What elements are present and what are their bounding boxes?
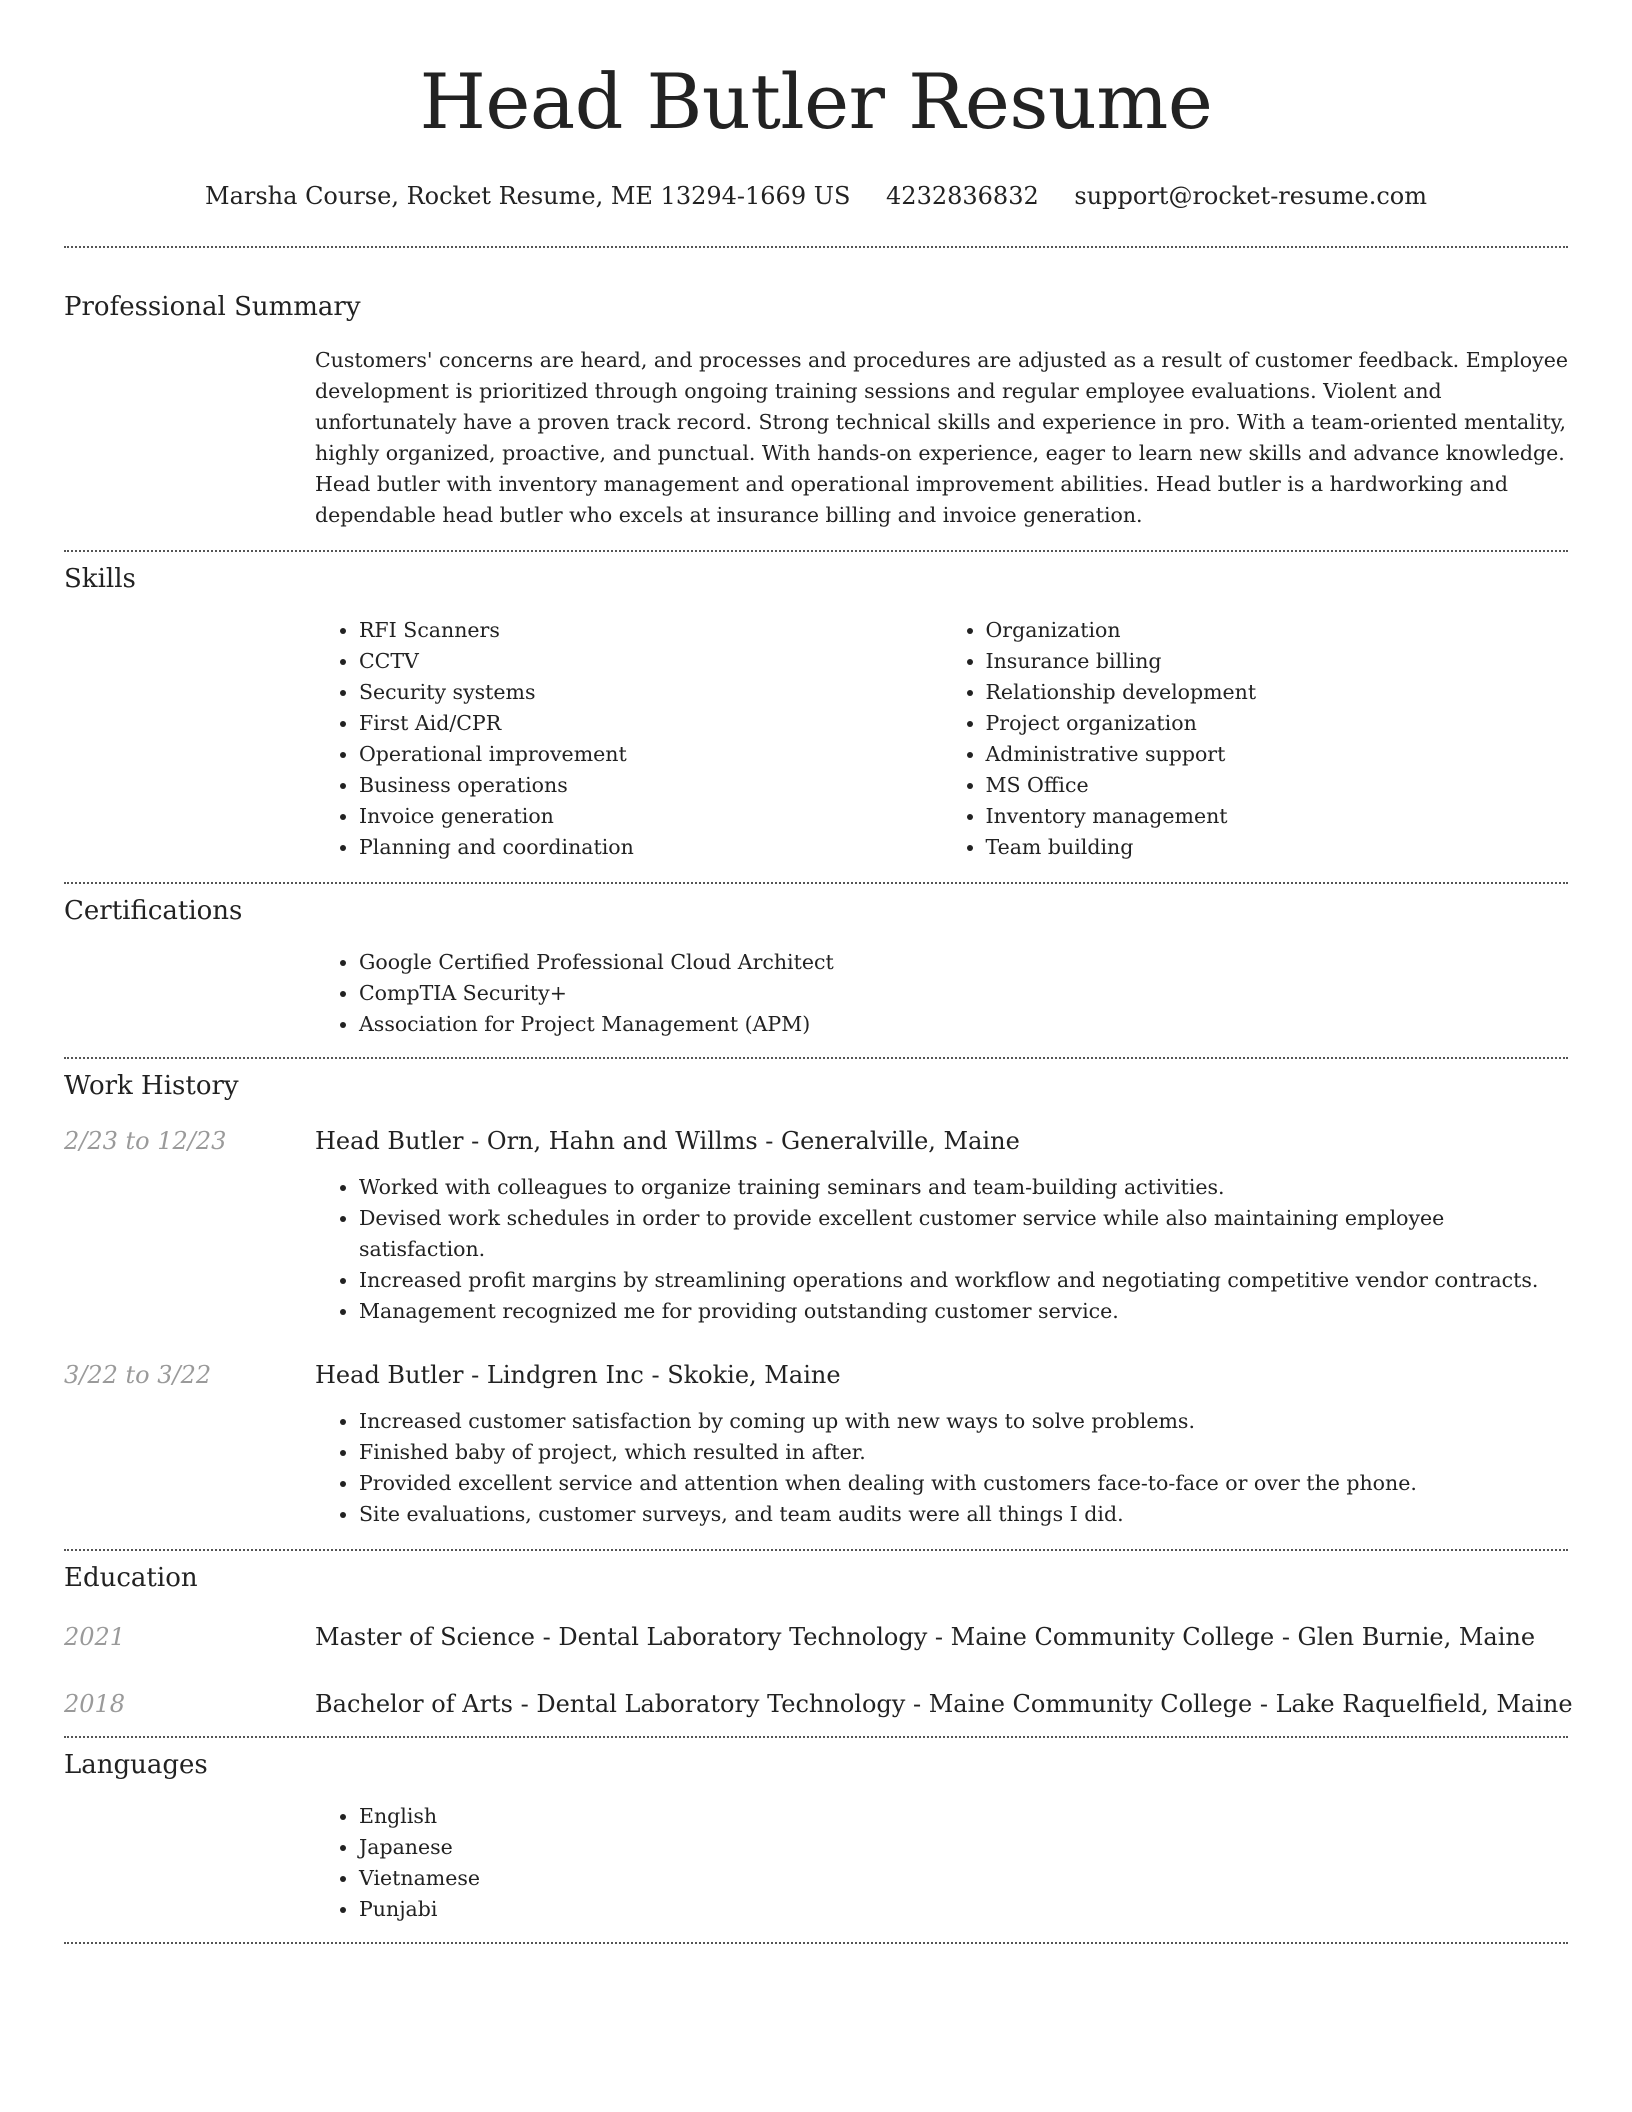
divider — [64, 550, 1568, 552]
divider — [64, 1736, 1568, 1738]
certifications-list — [315, 947, 1568, 1040]
job-bullet: • Finished baby of project, which resulted in after. — [359, 1437, 1568, 1468]
job-bullet: • Increased customer satisfaction by coming up with new ways to solve problems. — [359, 1406, 1568, 1437]
skill-item: • Insurance billing — [986, 646, 1569, 677]
certification-item: • CompTIA Security+ — [359, 978, 1568, 1009]
divider — [64, 1057, 1568, 1059]
skill-item: • Administrative support — [986, 739, 1569, 770]
skill-item: • First Aid/CPR — [359, 708, 942, 739]
job-bullet: • Increased profit margins by streamlining operations and workflow and negotiating competitive vendor contracts. — [359, 1265, 1568, 1296]
divider — [64, 1942, 1568, 1944]
language-item: • Punjabi — [359, 1894, 1568, 1925]
job-dates: 2/23 to 12/23 — [64, 1127, 227, 1155]
job-bullet: • Management recognized me for providing outstanding customer service. — [359, 1296, 1568, 1327]
education-entry — [64, 1687, 1573, 1721]
skill-item: • Team building — [986, 832, 1569, 863]
languages-list — [315, 1801, 1568, 1925]
skill-item: • Planning and coordination — [359, 832, 942, 863]
education-year: 2018 — [64, 1690, 126, 1718]
divider — [64, 246, 1568, 248]
skill-item: • MS Office — [986, 770, 1569, 801]
job-bullet: • Site evaluations, customer surveys, and team audits were all things I did. — [359, 1499, 1568, 1530]
job-bullet: • Worked with colleagues to organize training seminars and team-building activities. — [359, 1172, 1568, 1203]
skill-item: • Invoice generation — [359, 801, 942, 832]
certifications-heading: Certifications — [64, 896, 243, 926]
job-dates: 3/22 to 3/22 — [64, 1361, 212, 1389]
summary-heading: Professional Summary — [64, 292, 361, 322]
skills-heading: Skills — [64, 564, 136, 594]
job-entry — [64, 1124, 1568, 1327]
skills-column-left — [315, 615, 942, 863]
skill-item: • Business operations — [359, 770, 942, 801]
skill-item: • Relationship development — [986, 677, 1569, 708]
job-title: Head Butler - Lindgren Inc - Skokie, Maine — [315, 1361, 841, 1389]
contact-phone: 4232836832 — [886, 182, 1039, 210]
resume-page — [64, 0, 1573, 1944]
page-title: Head Butler Resume — [419, 57, 1213, 146]
skills-list — [315, 615, 1568, 863]
job-bullet: • Devised work schedules in order to provide excellent customer service while also maintaining employee satisfaction. — [359, 1203, 1568, 1265]
skill-item: • Inventory management — [986, 801, 1569, 832]
skill-item: • CCTV — [359, 646, 942, 677]
education-heading: Education — [64, 1563, 198, 1593]
work-heading: Work History — [64, 1071, 239, 1101]
education-title: Bachelor of Arts - Dental Laboratory Technology - Maine Community College - Lake Raquelfield, Maine — [315, 1690, 1573, 1718]
contact-email: support@rocket-resume.com — [1074, 182, 1427, 210]
skill-item: • Project organization — [986, 708, 1569, 739]
skill-item: • Security systems — [359, 677, 942, 708]
skill-item: • Operational improvement — [359, 739, 942, 770]
languages-heading: Languages — [64, 1750, 208, 1780]
job-title: Head Butler - Orn, Hahn and Willms - Generalville, Maine — [315, 1127, 1020, 1155]
certification-item: • Google Certified Professional Cloud Architect — [359, 947, 1568, 978]
skills-column-right — [942, 615, 1569, 863]
job-bullet: • Provided excellent service and attention when dealing with customers face-to-face or over the phone. — [359, 1468, 1568, 1499]
job-entry — [64, 1358, 1568, 1530]
skill-item: • RFI Scanners — [359, 615, 942, 646]
language-item: • Vietnamese — [359, 1863, 1568, 1894]
skill-item: • Organization — [986, 615, 1569, 646]
divider — [64, 1549, 1568, 1551]
contact-address: Marsha Course, Rocket Resume, ME 13294-1669 US — [205, 182, 851, 210]
certification-item: • Association for Project Management (APM) — [359, 1009, 1568, 1040]
language-item: • English — [359, 1801, 1568, 1832]
education-title: Master of Science - Dental Laboratory Technology - Maine Community College - Glen Burnie, Maine — [315, 1623, 1536, 1651]
education-entry — [64, 1620, 1568, 1654]
contact-line — [64, 180, 1568, 212]
education-year: 2021 — [64, 1623, 126, 1651]
summary-text: Customers' concerns are heard, and processes and procedures are adjusted as a result of customer feedback. Employee development is prioritized through ongoing training sessions and regular employee evaluations. Violent and unfortunately have a proven track record. Strong technical skills and experience in pro. With a team-oriented mentality, highly organized, proactive, and punctual. With hands-on experience, eager to learn new skills and advance knowledge. Head butler with inventory management and operational improvement abilities. Head butler is a hardworking and dependable head butler who excels at insurance billing and invoice generation. — [315, 348, 1568, 527]
divider — [64, 882, 1568, 884]
language-item: • Japanese — [359, 1832, 1568, 1863]
